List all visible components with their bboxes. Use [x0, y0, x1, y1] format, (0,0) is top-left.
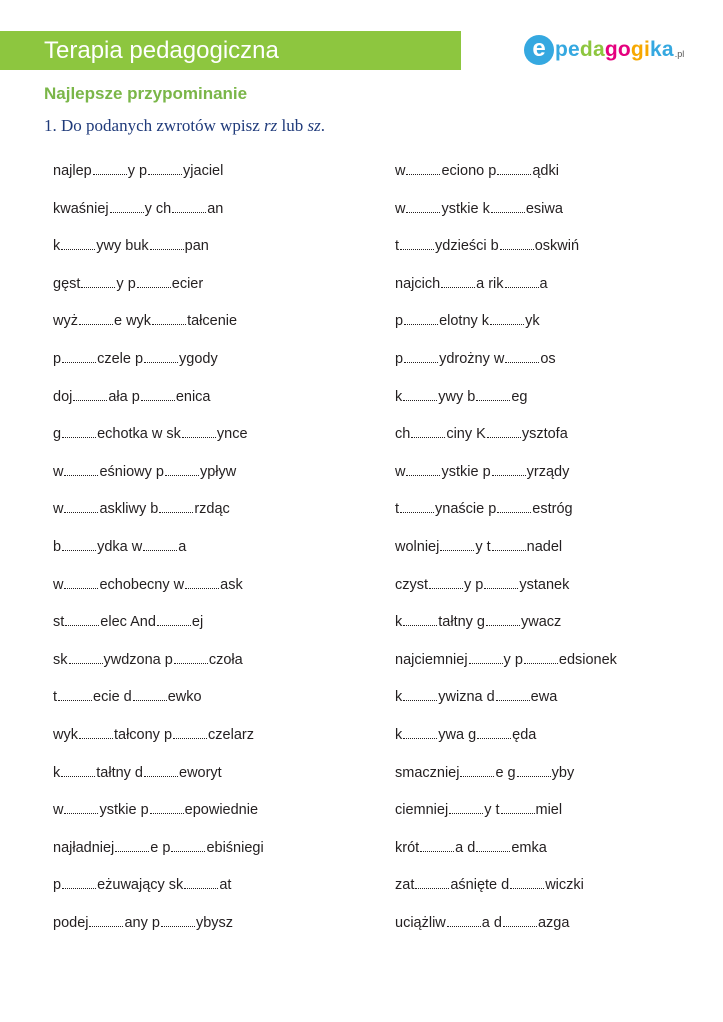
blank-gap[interactable] [110, 202, 144, 213]
word-fragment: ywdzona p [103, 651, 173, 668]
word-fragment: oskwiń [534, 238, 580, 255]
word-fragment: ydka w [97, 538, 143, 555]
blank-gap[interactable] [93, 164, 127, 175]
blank-gap[interactable] [64, 578, 98, 589]
word-fragment: ciemniej [395, 802, 449, 819]
epedagogika-logo [524, 30, 684, 70]
blank-gap[interactable] [62, 352, 96, 363]
exercise-item [395, 688, 617, 726]
blank-gap[interactable] [406, 202, 440, 213]
word-fragment: p [53, 877, 62, 894]
blank-gap[interactable] [524, 653, 558, 664]
word-fragment: y t [475, 538, 491, 555]
blank-gap[interactable] [165, 465, 199, 476]
word-fragment: ygody [179, 350, 218, 367]
exercise-item [395, 839, 617, 877]
blank-gap[interactable] [476, 390, 510, 401]
word-fragment: t [395, 501, 400, 518]
word-fragment: kwaśniej [53, 200, 109, 217]
word-fragment: tałtny d [96, 764, 143, 781]
blank-gap[interactable] [115, 841, 149, 852]
word-fragment: ej [191, 614, 204, 631]
exercise-item [53, 237, 264, 275]
word-fragment: w [395, 463, 406, 480]
exercise-item [53, 312, 264, 350]
exercise-item [53, 500, 264, 538]
word-fragment: a rik [476, 275, 504, 292]
exercise-item [53, 651, 264, 689]
word-fragment: ask [220, 576, 243, 593]
word-fragment: ysztofa [521, 426, 568, 443]
exercise-item [395, 801, 617, 839]
word-fragment: wiczki [545, 877, 584, 894]
blank-gap[interactable] [171, 841, 205, 852]
page-title: Terapia pedagogiczna [44, 37, 279, 64]
exercise-item [53, 162, 264, 200]
logo-e-icon: e [524, 35, 554, 65]
exercise-item [53, 425, 264, 463]
word-fragment: ywa g [438, 726, 477, 743]
instruction-option-sz: sz [307, 116, 321, 135]
word-fragment: ebiśniegi [206, 839, 264, 856]
blank-gap[interactable] [73, 390, 107, 401]
blank-gap[interactable] [184, 878, 218, 889]
word-fragment: ywizna d [438, 689, 495, 706]
word-fragment: yjaciel [183, 163, 224, 179]
word-fragment: k [395, 614, 403, 631]
word-fragment: ciny K [446, 426, 486, 443]
exercise-item [395, 237, 617, 275]
blank-gap[interactable] [487, 427, 521, 438]
blank-gap[interactable] [476, 841, 510, 852]
word-fragment: smaczniej [395, 764, 460, 781]
blank-gap[interactable] [477, 728, 511, 739]
blank-gap[interactable] [64, 465, 98, 476]
word-fragment: ała p [108, 388, 140, 405]
word-fragment: epowiednie [184, 802, 259, 819]
word-fragment: a d [481, 914, 502, 931]
blank-gap[interactable] [152, 314, 186, 325]
exercise-item [395, 764, 617, 802]
word-fragment: pan [184, 238, 209, 255]
exercise-item [395, 425, 617, 463]
exercise-item [395, 463, 617, 501]
blank-gap[interactable] [449, 803, 483, 814]
word-fragment: ewa [530, 689, 558, 706]
logo-letter: d [579, 38, 593, 61]
logo-letter: e [568, 38, 580, 61]
blank-gap[interactable] [460, 766, 494, 777]
exercise-item [53, 463, 264, 501]
word-fragment: g [53, 426, 62, 443]
exercise-item [53, 200, 264, 238]
word-fragment: echotka w sk [97, 426, 181, 443]
exercise-instruction [44, 116, 325, 136]
blank-gap[interactable] [141, 390, 175, 401]
exercise-item [395, 651, 617, 689]
word-fragment: at [219, 877, 232, 894]
word-fragment: czoła [208, 651, 243, 668]
word-fragment: emka [511, 839, 547, 856]
word-fragment: ystkie p [99, 802, 149, 819]
word-fragment: ądki [532, 163, 559, 179]
logo-letter: a [592, 38, 605, 61]
logo-letter: a [661, 38, 674, 61]
word-fragment: ynce [216, 426, 248, 443]
word-fragment: tałcenie [187, 313, 238, 330]
word-fragment: w [53, 463, 64, 480]
exercise-item [53, 688, 264, 726]
word-fragment: esiwa [525, 200, 563, 217]
blank-gap[interactable] [501, 803, 535, 814]
blank-gap[interactable] [497, 164, 531, 175]
word-fragment: nadel [526, 538, 563, 555]
blank-gap[interactable] [62, 878, 96, 889]
blank-gap[interactable] [490, 314, 524, 325]
word-fragment: k [53, 764, 61, 781]
exercise-item [395, 914, 617, 952]
logo-letter: o [617, 38, 631, 61]
word-fragment: p [53, 350, 62, 367]
logo-letter: g [630, 38, 644, 61]
blank-gap[interactable] [144, 766, 178, 777]
word-fragment: edsionek [558, 651, 617, 668]
blank-gap[interactable] [486, 615, 520, 626]
word-fragment: aśnięte d [450, 877, 510, 894]
word-fragment: yk [525, 313, 540, 330]
word-fragment: e g [495, 764, 516, 781]
word-fragment: najlep [53, 163, 92, 179]
blank-gap[interactable] [406, 164, 440, 175]
word-fragment: wyk [53, 726, 78, 743]
word-fragment: b [53, 538, 62, 555]
blank-gap[interactable] [157, 615, 191, 626]
word-fragment: an [207, 200, 224, 217]
word-fragment: a [539, 275, 548, 292]
blank-gap[interactable] [517, 766, 551, 777]
exercise-item [53, 538, 264, 576]
word-fragment: k [395, 388, 403, 405]
blank-gap[interactable] [62, 540, 96, 551]
exercise-item [395, 500, 617, 538]
exercise-item [395, 275, 617, 313]
word-fragment: a [178, 538, 187, 555]
word-fragment: yby [551, 764, 575, 781]
word-fragment: zat [395, 877, 415, 894]
word-fragment: y p [464, 576, 484, 593]
exercise-item [395, 613, 617, 651]
word-fragment: k [395, 689, 403, 706]
blank-gap[interactable] [62, 427, 96, 438]
blank-gap[interactable] [161, 916, 195, 927]
word-fragment: ypływ [199, 463, 237, 480]
word-fragment: w [395, 163, 406, 179]
blank-gap[interactable] [400, 502, 434, 513]
word-fragment: t [395, 238, 400, 255]
word-fragment: st [53, 614, 65, 631]
word-fragment: azga [537, 914, 570, 931]
exercise-item [53, 839, 264, 877]
blank-gap[interactable] [69, 653, 103, 664]
word-fragment: podej [53, 914, 89, 931]
word-fragment: ybysz [195, 914, 234, 931]
word-fragment: ecie d [93, 689, 132, 706]
word-fragment: elec And [100, 614, 156, 631]
blank-gap[interactable] [150, 803, 184, 814]
blank-gap[interactable] [182, 427, 216, 438]
word-fragment: e p [150, 839, 171, 856]
word-fragment: a d [455, 839, 476, 856]
blank-gap[interactable] [505, 352, 539, 363]
blank-gap[interactable] [89, 916, 123, 927]
blank-gap[interactable] [400, 239, 434, 250]
blank-gap[interactable] [133, 690, 167, 701]
blank-gap[interactable] [172, 202, 206, 213]
word-fragment: e wyk [113, 313, 152, 330]
instruction-option-rz: rz [264, 116, 278, 135]
word-fragment: w [53, 501, 64, 518]
logo-wordmark [555, 38, 674, 62]
exercise-item [53, 388, 264, 426]
word-fragment: tałtny g [438, 614, 485, 631]
blank-gap[interactable] [79, 314, 113, 325]
blank-gap[interactable] [404, 352, 438, 363]
word-fragment: czele p [97, 350, 144, 367]
blank-gap[interactable] [404, 314, 438, 325]
word-fragment: w [395, 200, 406, 217]
left-exercise-column [53, 162, 264, 951]
exercise-item [395, 350, 617, 388]
instruction-middle: lub [277, 116, 308, 135]
exercise-item [395, 162, 617, 200]
header-banner [0, 31, 461, 70]
blank-gap[interactable] [510, 878, 544, 889]
blank-gap[interactable] [497, 502, 531, 513]
blank-gap[interactable] [58, 690, 92, 701]
blank-gap[interactable] [64, 502, 98, 513]
blank-gap[interactable] [441, 277, 475, 288]
logo-letter: i [643, 38, 650, 61]
blank-gap[interactable] [143, 540, 177, 551]
word-fragment: krót [395, 839, 420, 856]
blank-gap[interactable] [484, 578, 518, 589]
word-fragment: yrządy [526, 463, 570, 480]
word-fragment: rzdąc [194, 501, 230, 518]
exercise-item [53, 876, 264, 914]
word-fragment: miel [535, 802, 563, 819]
word-fragment: p [395, 313, 404, 330]
exercise-item [53, 914, 264, 952]
exercise-item [53, 764, 264, 802]
blank-gap[interactable] [174, 653, 208, 664]
logo-suffix: .pl [674, 49, 685, 59]
blank-gap[interactable] [406, 465, 440, 476]
instruction-suffix: . [320, 116, 325, 135]
word-fragment: doj [53, 388, 73, 405]
blank-gap[interactable] [496, 690, 530, 701]
word-fragment: eworyt [179, 764, 222, 781]
blank-gap[interactable] [420, 841, 454, 852]
word-fragment: czelarz [208, 726, 254, 743]
word-fragment: ystkie k [441, 200, 490, 217]
blank-gap[interactable] [65, 615, 99, 626]
blank-gap[interactable] [159, 502, 193, 513]
word-fragment: tałcony p [113, 726, 173, 743]
exercise-item [53, 576, 264, 614]
blank-gap[interactable] [185, 578, 219, 589]
blank-gap[interactable] [61, 239, 95, 250]
word-fragment: najcich [395, 275, 441, 292]
exercise-item [53, 801, 264, 839]
blank-gap[interactable] [148, 164, 182, 175]
instruction-prefix: 1. Do podanych zwrotów wpisz [44, 116, 265, 135]
exercise-item [53, 613, 264, 651]
blank-gap[interactable] [403, 728, 437, 739]
word-fragment: wyż [53, 313, 78, 330]
blank-gap[interactable] [403, 615, 437, 626]
blank-gap[interactable] [64, 803, 98, 814]
blank-gap[interactable] [429, 578, 463, 589]
word-fragment: uciążliw [395, 914, 446, 931]
exercise-item [395, 388, 617, 426]
blank-gap[interactable] [469, 653, 503, 664]
blank-gap[interactable] [503, 916, 537, 927]
blank-gap[interactable] [144, 352, 178, 363]
blank-gap[interactable] [79, 728, 113, 739]
word-fragment: najciemniej [395, 651, 468, 668]
blank-gap[interactable] [403, 690, 437, 701]
word-fragment: eciono p [441, 163, 497, 179]
exercise-item [53, 726, 264, 764]
word-fragment: y p [503, 651, 523, 668]
word-fragment: echobecny w [99, 576, 185, 593]
exercise-item [53, 350, 264, 388]
word-fragment: eżuwający sk [97, 877, 184, 894]
worksheet-subtitle: Najlepsze przypominanie [44, 84, 248, 103]
word-fragment: p [395, 350, 404, 367]
word-fragment: czyst [395, 576, 429, 593]
word-fragment: wolniej [395, 538, 440, 555]
word-fragment: w [53, 802, 64, 819]
blank-gap[interactable] [403, 390, 437, 401]
exercise-item [395, 576, 617, 614]
word-fragment: ystanek [519, 576, 570, 593]
blank-gap[interactable] [440, 540, 474, 551]
blank-gap[interactable] [415, 878, 449, 889]
word-fragment: y t [484, 802, 500, 819]
word-fragment: y ch [144, 200, 172, 217]
word-fragment: ch [395, 426, 411, 443]
word-fragment: ywy b [438, 388, 476, 405]
blank-gap[interactable] [411, 427, 445, 438]
blank-gap[interactable] [491, 202, 525, 213]
blank-gap[interactable] [505, 277, 539, 288]
logo-letter: p [555, 38, 569, 61]
exercise-item [395, 312, 617, 350]
word-fragment: ęda [512, 726, 537, 743]
word-fragment: y p [127, 163, 148, 179]
right-exercise-column [395, 162, 617, 951]
blank-gap[interactable] [492, 465, 526, 476]
word-fragment: k [53, 238, 61, 255]
word-fragment: t [53, 689, 58, 706]
logo-letter: k [649, 38, 662, 61]
blank-gap[interactable] [137, 277, 171, 288]
word-fragment: ydrożny w [439, 350, 505, 367]
blank-gap[interactable] [500, 239, 534, 250]
word-fragment: eśniowy p [99, 463, 164, 480]
exercise-item [395, 200, 617, 238]
exercise-item [395, 726, 617, 764]
logo-letter: g [604, 38, 618, 61]
blank-gap[interactable] [150, 239, 184, 250]
word-fragment: ystkie p [441, 463, 491, 480]
word-fragment: y p [116, 275, 136, 292]
word-fragment: sk [53, 651, 68, 668]
word-fragment: najładniej [53, 839, 115, 856]
word-fragment: k [395, 726, 403, 743]
word-fragment: w [53, 576, 64, 593]
word-fragment: ynaście p [435, 501, 497, 518]
exercise-item [395, 538, 617, 576]
word-fragment: askliwy b [99, 501, 159, 518]
word-fragment: gęst [53, 275, 81, 292]
blank-gap[interactable] [61, 766, 95, 777]
word-fragment: ywy buk [96, 238, 149, 255]
word-fragment: any p [124, 914, 160, 931]
word-fragment: enica [175, 388, 211, 405]
blank-gap[interactable] [173, 728, 207, 739]
word-fragment: ydzieści b [435, 238, 499, 255]
word-fragment: os [540, 350, 556, 367]
word-fragment: ywacz [521, 614, 562, 631]
word-fragment: estróg [532, 501, 573, 518]
blank-gap[interactable] [492, 540, 526, 551]
word-fragment: eg [511, 388, 528, 405]
blank-gap[interactable] [81, 277, 115, 288]
exercise-item [395, 876, 617, 914]
word-fragment: ecier [171, 275, 204, 292]
blank-gap[interactable] [447, 916, 481, 927]
word-fragment: elotny k [439, 313, 490, 330]
word-fragment: ewko [167, 689, 202, 706]
exercise-item [53, 275, 264, 313]
